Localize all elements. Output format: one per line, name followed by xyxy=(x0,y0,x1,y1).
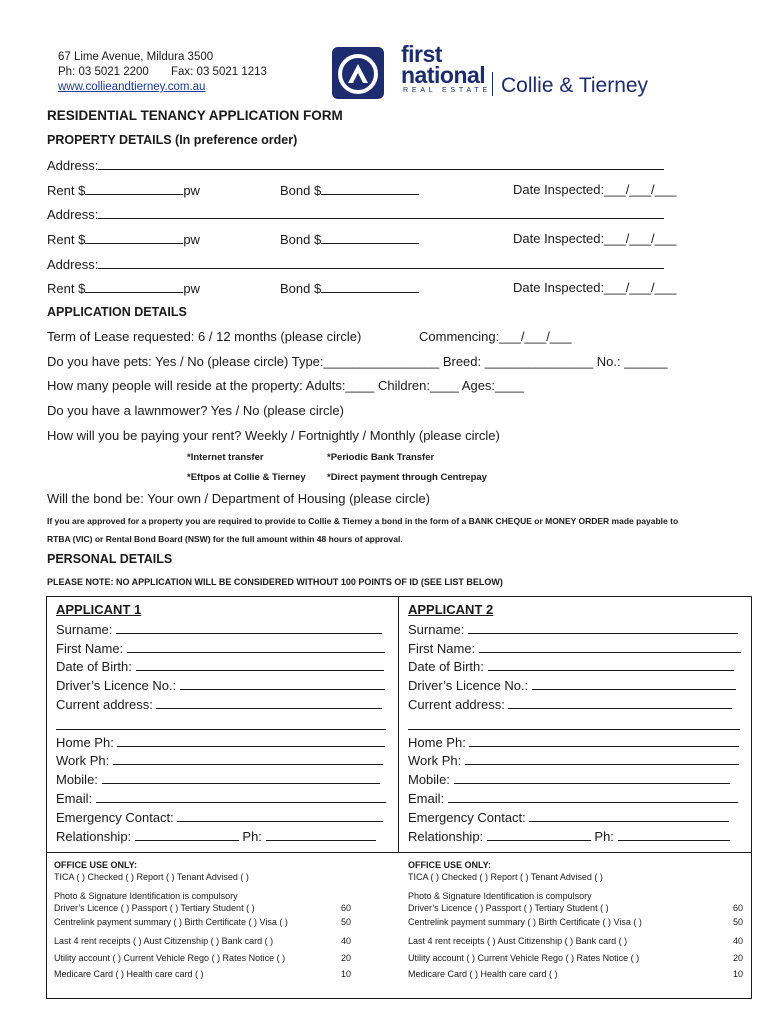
applicant-2-first-name[interactable]: First Name: xyxy=(408,640,741,656)
applicant-1-email-field[interactable] xyxy=(96,790,386,803)
lawnmower-question[interactable]: Do you have a lawnmower? Yes / No (please circle) xyxy=(47,403,344,418)
applicant-2-home-ph[interactable]: Home Ph: xyxy=(408,734,739,750)
option-internet-transfer: *Internet transfer xyxy=(187,452,264,463)
applicant-1-address-line-2[interactable] xyxy=(56,717,386,730)
applicant-2-address-field[interactable] xyxy=(508,696,732,709)
logo-divider xyxy=(492,72,493,96)
logo-first-text: first xyxy=(401,41,442,67)
bond-2-field[interactable] xyxy=(321,231,419,244)
lease-term-question[interactable]: Term of Lease requested: 6 / 12 months (please circle) xyxy=(47,329,362,344)
bond-3[interactable]: Bond $ xyxy=(280,280,419,296)
applicant-1-work-ph-field[interactable] xyxy=(113,752,383,765)
office-use-1-id-row-4[interactable]: Utility account ( ) Current Vehicle Rego ( ) Rates Notice ( ) xyxy=(54,953,286,963)
applicant-1-current-address[interactable]: Current address: xyxy=(56,696,382,712)
commencing-date[interactable]: Commencing:___/___/___ xyxy=(419,329,572,344)
applicant-1-mobile-field[interactable] xyxy=(102,771,380,784)
option-eftpos: *Eftpos at Collie & Tierney xyxy=(187,472,306,483)
bond-1[interactable]: Bond $ xyxy=(280,182,419,198)
office-use-2-heading: OFFICE USE ONLY: xyxy=(408,860,492,870)
applicant-1-mobile[interactable]: Mobile: xyxy=(56,771,380,787)
occupants-question[interactable]: How many people will reside at the property: Adults:____ Children:____ Ages:____ xyxy=(47,378,524,393)
office-use-1-photo-note: Photo & Signature Identification is compulsory xyxy=(54,891,238,901)
applicant-1-title: APPLICANT 1 xyxy=(56,602,142,617)
office-use-1-points-10: 10 xyxy=(341,969,352,979)
applicant-2-dob[interactable]: Date of Birth: xyxy=(408,658,734,674)
applicant-2-mobile[interactable]: Mobile: xyxy=(408,771,730,787)
office-use-2-points-50: 50 xyxy=(733,917,744,927)
office-use-2-id-row-2[interactable]: Centrelink payment summary ( ) Birth Certificate ( ) Visa ( ) xyxy=(408,917,642,927)
first-national-logo-icon xyxy=(330,45,386,101)
applicant-1-address-field[interactable] xyxy=(156,696,382,709)
office-use-1-id-row-5[interactable]: Medicare Card ( ) Health care card ( ) xyxy=(54,969,204,979)
office-use-1-points-20: 20 xyxy=(341,953,352,963)
id-points-note: PLEASE NOTE: NO APPLICATION WILL BE CONSIDERED WITHOUT 100 POINTS OF ID (SEE LIST BELOW) xyxy=(47,577,503,587)
applicant-2-work-ph-field[interactable] xyxy=(465,752,739,765)
applicant-2-email-field[interactable] xyxy=(448,790,738,803)
logo-real-estate-text: REAL ESTATE xyxy=(403,87,491,94)
office-use-2-checks[interactable]: TICA ( ) Checked ( ) Report ( ) Tenant Advised ( ) xyxy=(408,872,603,882)
personal-details-heading: PERSONAL DETAILS xyxy=(47,552,173,566)
applicant-1-emergency-field[interactable] xyxy=(177,809,383,822)
applicant-2-first-name-field[interactable] xyxy=(479,640,741,653)
applicants-divider xyxy=(398,596,399,852)
office-phone: Ph: 03 5021 2200 xyxy=(58,66,149,78)
rent-2-field[interactable] xyxy=(85,231,183,244)
applicant-2-dob-field[interactable] xyxy=(488,658,734,671)
office-use-2-points-40: 40 xyxy=(733,936,744,946)
application-details-heading: APPLICATION DETAILS xyxy=(47,305,187,319)
date-inspected-2[interactable]: Date Inspected:___/___/___ xyxy=(513,231,677,246)
bond-note-line-2: RTBA (VIC) or Rental Bond Board (NSW) for the full amount within 48 hours of approval. xyxy=(47,534,403,544)
applicant-1-first-name[interactable]: First Name: xyxy=(56,640,385,656)
office-address: 67 Lime Avenue, Mildura 3500 xyxy=(58,51,214,63)
applicant-1-work-ph[interactable]: Work Ph: xyxy=(56,752,383,768)
applicant-2-email[interactable]: Email: xyxy=(408,790,738,806)
office-use-2-id-row-3[interactable]: Last 4 rent receipts ( ) Aust Citizenship ( ) Bank card ( ) xyxy=(408,936,628,946)
rent-2[interactable]: Rent $ pw xyxy=(47,232,200,247)
applicant-1-relationship[interactable]: Relationship: Ph: xyxy=(56,828,376,844)
applicant-1-licence-field[interactable] xyxy=(180,677,385,690)
office-use-2-id-row-4[interactable]: Utility account ( ) Current Vehicle Rego ( ) Rates Notice ( ) xyxy=(408,953,640,963)
applicant-1-relationship-field[interactable] xyxy=(135,828,239,841)
office-use-1-points-60: 60 xyxy=(341,903,352,913)
rent-frequency-question[interactable]: How will you be paying your rent? Weekly / Fortnightly / Monthly (please circle) xyxy=(47,428,500,443)
applicant-2-licence-field[interactable] xyxy=(532,677,736,690)
applicant-2-home-ph-field[interactable] xyxy=(469,734,739,747)
applicant-2-emergency-field[interactable] xyxy=(529,809,729,822)
rent-3-field[interactable] xyxy=(85,280,183,293)
bond-note-line-1: If you are approved for a property you are required to provide to Collie & Tierney a bond in the form of a BANK CHEQUE or MONEY ORDER made payable to xyxy=(47,516,679,526)
applicant-2-surname[interactable]: Surname: xyxy=(408,621,738,637)
rent-3[interactable]: Rent $ pw xyxy=(47,281,200,296)
applicant-1-surname-field[interactable] xyxy=(116,621,382,634)
applicant-2-relationship-ph-field[interactable] xyxy=(618,828,730,841)
property-address-2[interactable]: Address: xyxy=(47,206,664,222)
applicant-2-licence[interactable]: Driver’s Licence No.: xyxy=(408,677,736,693)
property-details-heading: PROPERTY DETAILS (In preference order) xyxy=(47,133,298,147)
office-use-1-id-row-1[interactable]: Driver’s Licence ( ) Passport ( ) Tertiary Student ( ) xyxy=(54,903,255,913)
applicant-1-relationship-ph-field[interactable] xyxy=(266,828,376,841)
applicant-2-relationship-field[interactable] xyxy=(487,828,591,841)
office-use-2-id-row-1[interactable]: Driver’s Licence ( ) Passport ( ) Tertiary Student ( ) xyxy=(408,903,609,913)
address-3-field[interactable] xyxy=(98,256,664,269)
bond-source-question[interactable]: Will the bond be: Your own / Department of Housing (please circle) xyxy=(47,491,430,506)
applicant-2-mobile-field[interactable] xyxy=(454,771,730,784)
applicant-1-licence[interactable]: Driver’s Licence No.: xyxy=(56,677,385,693)
property-address-1[interactable]: Address: xyxy=(47,157,664,173)
applicant-2-emergency-contact[interactable]: Emergency Contact: xyxy=(408,809,729,825)
office-use-2-points-20: 20 xyxy=(733,953,744,963)
applicant-2-title: APPLICANT 2 xyxy=(408,602,494,617)
office-use-2-photo-note: Photo & Signature Identification is compulsory xyxy=(408,891,592,901)
applicant-1-dob-field[interactable] xyxy=(136,658,384,671)
applicant-1-dob[interactable]: Date of Birth: xyxy=(56,658,384,674)
date-inspected-1[interactable]: Date Inspected:___/___/___ xyxy=(513,182,677,197)
applicant-2-current-address[interactable]: Current address: xyxy=(408,696,732,712)
form-title: RESIDENTIAL TENANCY APPLICATION FORM xyxy=(47,108,343,123)
applicant-1-home-ph-field[interactable] xyxy=(117,734,385,747)
office-use-1-points-40: 40 xyxy=(341,936,352,946)
applicant-1-surname[interactable]: Surname: xyxy=(56,621,382,637)
office-use-1-id-row-3[interactable]: Last 4 rent receipts ( ) Aust Citizenship ( ) Bank card ( ) xyxy=(54,936,274,946)
office-use-1-checks[interactable]: TICA ( ) Checked ( ) Report ( ) Tenant Advised ( ) xyxy=(54,872,249,882)
logo-office-name: Collie & Tierney xyxy=(501,74,649,97)
office-use-1-points-50: 50 xyxy=(341,917,352,927)
date-inspected-3[interactable]: Date Inspected:___/___/___ xyxy=(513,280,677,295)
address-2-field[interactable] xyxy=(98,206,664,219)
property-address-3[interactable]: Address: xyxy=(47,256,664,272)
applicant-1-email[interactable]: Email: xyxy=(56,790,386,806)
option-centrepay: *Direct payment through Centrepay xyxy=(327,472,487,483)
office-use-2-points-10: 10 xyxy=(733,969,744,979)
applicant-1-first-name-field[interactable] xyxy=(127,640,385,653)
option-periodic-bank-transfer: *Periodic Bank Transfer xyxy=(327,452,435,463)
applicant-2-work-ph[interactable]: Work Ph: xyxy=(408,752,739,768)
office-use-1-id-row-2[interactable]: Centrelink payment summary ( ) Birth Certificate ( ) Visa ( ) xyxy=(54,917,288,927)
office-fax: Fax: 03 5021 1213 xyxy=(171,66,267,78)
address-1-field[interactable] xyxy=(98,157,664,170)
office-use-1-heading: OFFICE USE ONLY: xyxy=(54,860,138,870)
applicant-2-relationship[interactable]: Relationship: Ph: xyxy=(408,828,730,844)
office-use-2-id-row-5[interactable]: Medicare Card ( ) Health care card ( ) xyxy=(408,969,558,979)
applicant-1-home-ph[interactable]: Home Ph: xyxy=(56,734,385,750)
rent-1[interactable]: Rent $ pw xyxy=(47,183,200,198)
office-use-divider xyxy=(46,852,752,853)
applicant-1-emergency-contact[interactable]: Emergency Contact: xyxy=(56,809,383,825)
applicant-2-address-line-2[interactable] xyxy=(408,717,740,730)
bond-2[interactable]: Bond $ xyxy=(280,231,419,247)
applicant-2-surname-field[interactable] xyxy=(468,621,738,634)
website-link[interactable]: www.collieandtierney.com.au xyxy=(58,81,206,93)
office-website[interactable] xyxy=(58,80,205,95)
office-use-2-points-60: 60 xyxy=(733,903,744,913)
pets-question[interactable]: Do you have pets: Yes / No (please circle) Type:________________ Breed: _______________ No.: ______ xyxy=(47,354,668,369)
rent-1-field[interactable] xyxy=(85,182,183,195)
logo-national-text: national xyxy=(401,62,486,88)
bond-3-field[interactable] xyxy=(321,280,419,293)
bond-1-field[interactable] xyxy=(321,182,419,195)
